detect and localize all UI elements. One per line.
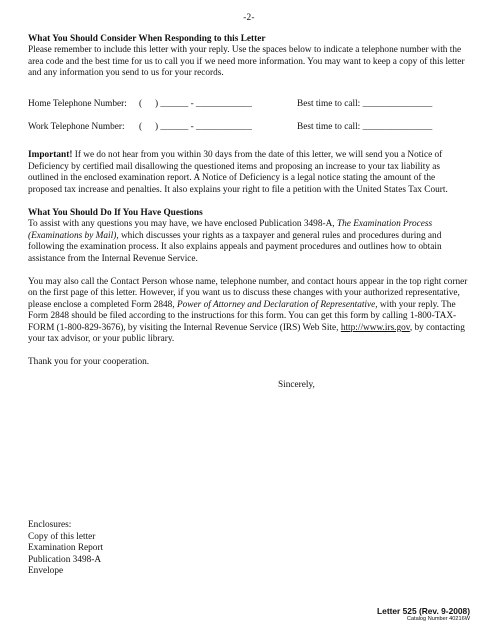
home-area-code-open: ( — [138, 98, 143, 109]
publication-title: The Examination Process (Examinations by Mail) — [28, 219, 433, 241]
work-phone-field[interactable]: ) ______ - ____________ — [155, 121, 252, 132]
enclosure-item: Envelope — [28, 566, 64, 577]
enclosure-item: Publication 3498-A — [28, 554, 102, 565]
important-text: If we do not hear from you within 30 days from the date of this letter, we will send you a Notice of Deficiency by certified mail disallowing the questioned items and proposing an increase to your tax liability as outlined in the enclosed examination report. A Notice of Deficiency is a legal notice stating the amount of the proposed tax increase and penalties. It also explains your right to file a petition with the United States Tax Court. — [28, 150, 448, 195]
important-lead: Important! — [28, 150, 73, 161]
enclosure-item: Copy of this letter — [28, 531, 96, 542]
irs-website-link[interactable]: http://www.irs.gov — [340, 322, 410, 333]
home-best-time-field[interactable]: Best time to call: _______________ — [297, 98, 433, 109]
enclosures-label: Enclosures: — [28, 520, 72, 530]
work-phone-label: Work Telephone Number: — [28, 121, 125, 132]
questions-p2-text-b: with your reply. The Form 2848 should be filed according to the instructions for this form. You can get this form by calling 1-800-TAX-FORM (1-800-829-3676), by visiting the Internal Revenue Service (IRS) Web Site, — [28, 299, 457, 333]
catalog-number: Catalog Number 40216W — [406, 616, 470, 622]
work-area-code-open: ( — [138, 121, 143, 132]
consider-heading: What You Should Consider When Responding to this Letter — [28, 33, 266, 44]
work-phone-row — [28, 122, 470, 134]
questions-p1-text-a: To assist with any questions you may have, we have enclosed Publication 3498-A, — [28, 219, 337, 230]
questions-p2-text-a: You may also call the Contact Person whose name, telephone number, and contact hours appear in the top right corner on the first page of this letter. However, if you want us to discuss these changes with your authorized representative, please enclose a completed Form 2848, — [28, 276, 468, 310]
enclosure-item: Examination Report — [28, 543, 104, 554]
questions-heading: What You Should Do If You Have Questions — [28, 207, 203, 218]
important-paragraph — [28, 150, 470, 196]
home-phone-field[interactable]: ) ______ - ____________ — [155, 98, 252, 109]
home-phone-row — [28, 99, 470, 111]
work-best-time-field[interactable]: Best time to call: _______________ — [297, 121, 433, 132]
questions-p2-text-c: , by contacting your tax advisor, or your public library. — [28, 322, 465, 345]
home-phone-label: Home Telephone Number: — [28, 98, 127, 109]
letter-code: Letter 525 (Rev. 9-2008) — [377, 606, 470, 616]
letter-identifier — [377, 606, 470, 623]
page-number: -2- — [243, 13, 255, 23]
questions-p1-text-b: , which discusses your rights as a taxpayer and general rules and procedures during and following the examination process. It also explains appeals and payment procedures and outlines how to obtain assistance from the Internal Revenue Service. — [28, 230, 442, 264]
thanks-line: Thank you for your cooperation. — [28, 357, 150, 368]
enclosures-list — [28, 520, 103, 578]
questions-paragraph-1 — [28, 219, 470, 265]
letter-body — [28, 13, 470, 391]
closing: Sincerely, — [278, 379, 315, 390]
form-2848-title: Power of Attorney and Declaration of Representative, — [176, 299, 378, 310]
consider-paragraph: Please remember to include this letter with your reply. Use the spaces below to indicate a telephone number with the area code and the best time for us to call you if we need more information. You may want to keep a copy of this letter and any information you send to us for your records. — [28, 45, 465, 79]
questions-paragraph-2 — [28, 277, 470, 347]
